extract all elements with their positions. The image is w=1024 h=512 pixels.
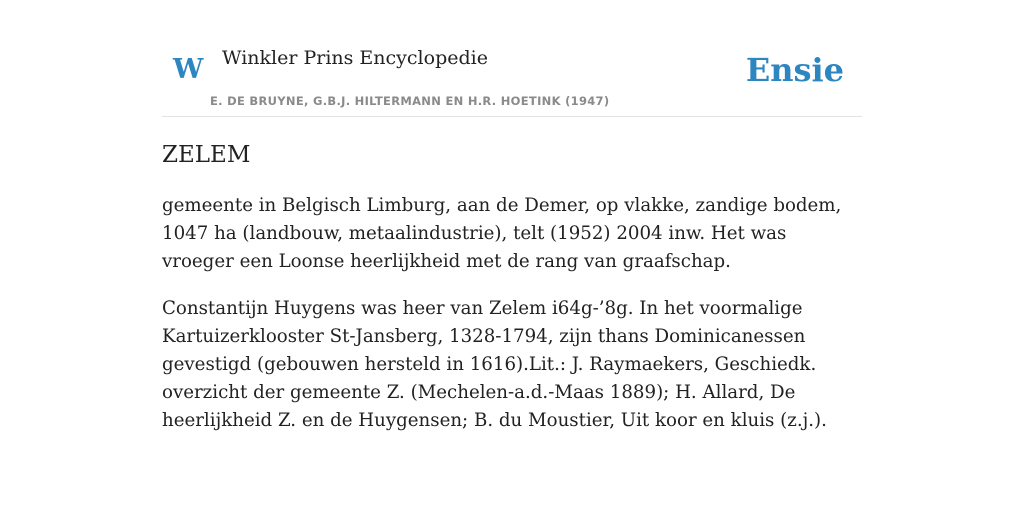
article-paragraph: gemeente in Belgisch Limburg, aan de Demer, op vlakke, zandige bodem, 1047 ha (landbouw, metaalindustrie), telt (1952) 2004 inw. Het was vroeger een Loonse heerlijkheid met de rang van graafschap. [162,195,842,272]
article-headword: ZELEM [162,142,251,168]
source-authors: E. DE BRUYNE, G.B.J. HILTERMANN EN H.R. HOETINK (1947) [210,94,610,108]
ensie-logo-link[interactable]: Ensie [745,51,844,89]
source-header [162,0,862,117]
source-title[interactable]: Winkler Prins Encyclopedie [222,47,488,69]
source-logo[interactable]: W [173,54,204,85]
article-paragraph: Constantijn Huygens was heer van Zelem i64g-’8g. In het voormalige Kartuizerklooster St-Jansberg, 1328-1794, zijn thans Dominicanessen gevestigd (gebouwen hersteld in 1616).Lit.: J. Raymaekers, Geschiedk. overzicht der gemeente Z. (Mechelen-a.d.-Maas 1889); H. Allard, De heerlijkheid Z. en de Huygensen; B. du Moustier, Uit koor en kluis (z.j.). [162,298,827,431]
article-body [162,192,862,454]
